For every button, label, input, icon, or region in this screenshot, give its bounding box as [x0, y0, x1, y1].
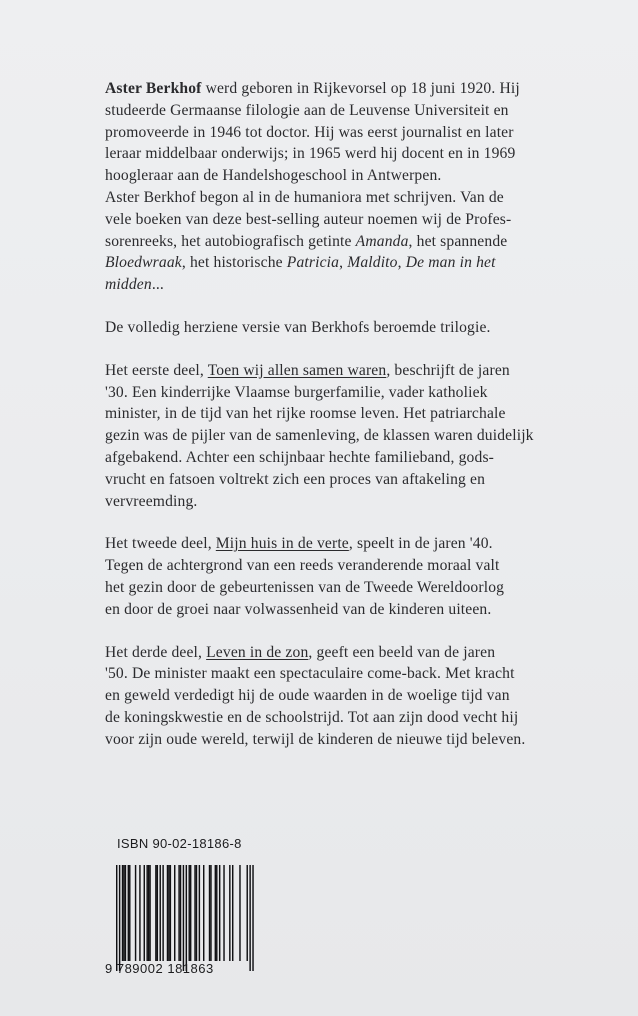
barcode-bar — [155, 865, 156, 961]
barcode-bar — [189, 865, 190, 961]
barcode-bar — [122, 865, 123, 961]
book-title-maldito: Maldito — [347, 254, 398, 272]
barcode-bar — [178, 865, 179, 961]
barcode-bar — [125, 865, 126, 961]
barcode-bar — [167, 865, 168, 961]
book-title-de-man-in-het-midden: De man in het — [405, 254, 496, 272]
part2-title: Mijn huis in de verte — [215, 535, 349, 553]
author-name: Aster Berkhof — [105, 80, 202, 97]
barcode-bar — [129, 865, 130, 961]
barcode-guard-bar — [183, 865, 184, 971]
barcode-bar — [239, 865, 240, 961]
barcode-bar — [215, 865, 216, 961]
barcode-bar — [168, 865, 169, 961]
barcode-bar — [203, 865, 204, 961]
blurb-text — [105, 78, 597, 751]
barcode-bar — [162, 865, 163, 961]
barcode-bar — [219, 865, 220, 961]
book-title-amanda: Amanda — [355, 232, 409, 250]
barcode-bar — [160, 865, 161, 961]
barcode-bar — [190, 865, 191, 961]
barcode-bar — [139, 865, 140, 961]
book-title-patricia: Patricia — [286, 254, 340, 272]
barcode-bar — [196, 865, 197, 961]
barcode-guard-bar — [116, 865, 117, 971]
barcode-bar — [135, 865, 136, 961]
part2-paragraph: Het tweede deel, Mijn huis in de verte, speelt in de jaren '40. Tegen de achtergrond van een reeds veranderende moraal valt het gezin door de gebeurtenissen van de Tweede Wereldoorlog en door de groei naar volwassenheid van de kinderen uiteen. — [105, 535, 505, 618]
trilogy-intro: De volledig herziene versie van Berkhofs beroemde trilogie. — [105, 318, 491, 336]
barcode-bar — [128, 865, 129, 961]
barcode-bar — [194, 865, 195, 961]
bio-paragraph: Aster Berkhof werd geboren in Rijkevorsel op 18 juni 1920. Hij studeerde Germaanse filologie aan de Leuvense Universiteit en promoveerde in 1946 tot doctor. Hij was eerst journalist en later leraar middelbaar onderwijs; in 1965 werd hij docent en in 1969 hoogleraar aan de Handelshogeschool in Antwerpen. Aster Berkhof begon al in de humaniora met schrijven. Van de vele boeken van deze best-selling auteur noemen wij de Profes- sorenreeks, het autobiografisch getinte Amanda, het spannende Bloedwraak, het historische Patricia, Maldito, De man in het midden... — [105, 80, 520, 294]
barcode-bar — [148, 865, 149, 961]
barcode-bar — [174, 865, 175, 961]
part1-title: Toen wij allen samen waren — [207, 361, 387, 379]
barcode-bar — [223, 865, 224, 961]
barcode-bar — [232, 865, 233, 961]
isbn-block — [105, 836, 265, 977]
isbn-number: ISBN 90-02-18186-8 — [117, 836, 242, 851]
book-title-bloedwraak: Bloedwraak — [105, 254, 182, 272]
barcode-bar — [123, 865, 124, 961]
barcode-bar — [149, 865, 150, 961]
barcode-guard-bar — [252, 865, 253, 971]
part3-paragraph: Het derde deel, Leven in de zon, geeft een beeld van de jaren '50. De minister maakt een spectaculaire come-back. Met kracht en geweld verdedigt hij de oude waarden in de woelige tijd van de koningskwestie en de schoolstrijd. Tot aan zijn dood vecht hij voor zijn oude wereld, terwijl de kinderen de nieuwe tijd beleven. — [105, 643, 526, 748]
barcode-bar — [229, 865, 230, 961]
barcode-guard-bar — [186, 865, 187, 971]
part3-title: Leven in de zon — [206, 643, 309, 661]
ean-digits: 9 789002 181863 — [105, 961, 214, 976]
barcode-bar — [247, 865, 248, 961]
barcode-bar — [144, 865, 145, 961]
barcode-guard-bar — [119, 865, 120, 971]
part1-paragraph: Het eerste deel, Toen wij allen samen waren, beschrijft de jaren '30. Een kinderrijke Vlaamse burgerfamilie, vader katholiek minister, in de tijd van het rijke roomse leven. Het patriarchale gezin was de pijler van de samenleving, de klassen waren duidelijk afgebakend. Achter een schijnbaar hechte familieband, gods- vrucht en fatsoen voltrekt zich een proces van aftakeling en vervreemding. — [105, 361, 534, 510]
barcode-bar — [146, 865, 147, 961]
barcode-bar — [157, 865, 158, 961]
barcode-bar — [210, 865, 211, 961]
barcode-bar — [170, 865, 171, 961]
barcode-guard-bar — [249, 865, 250, 971]
barcode-bar — [199, 865, 200, 961]
barcode — [105, 865, 255, 977]
barcode-bar — [216, 865, 217, 961]
barcode-bar — [180, 865, 181, 961]
barcode-bar — [209, 865, 210, 961]
